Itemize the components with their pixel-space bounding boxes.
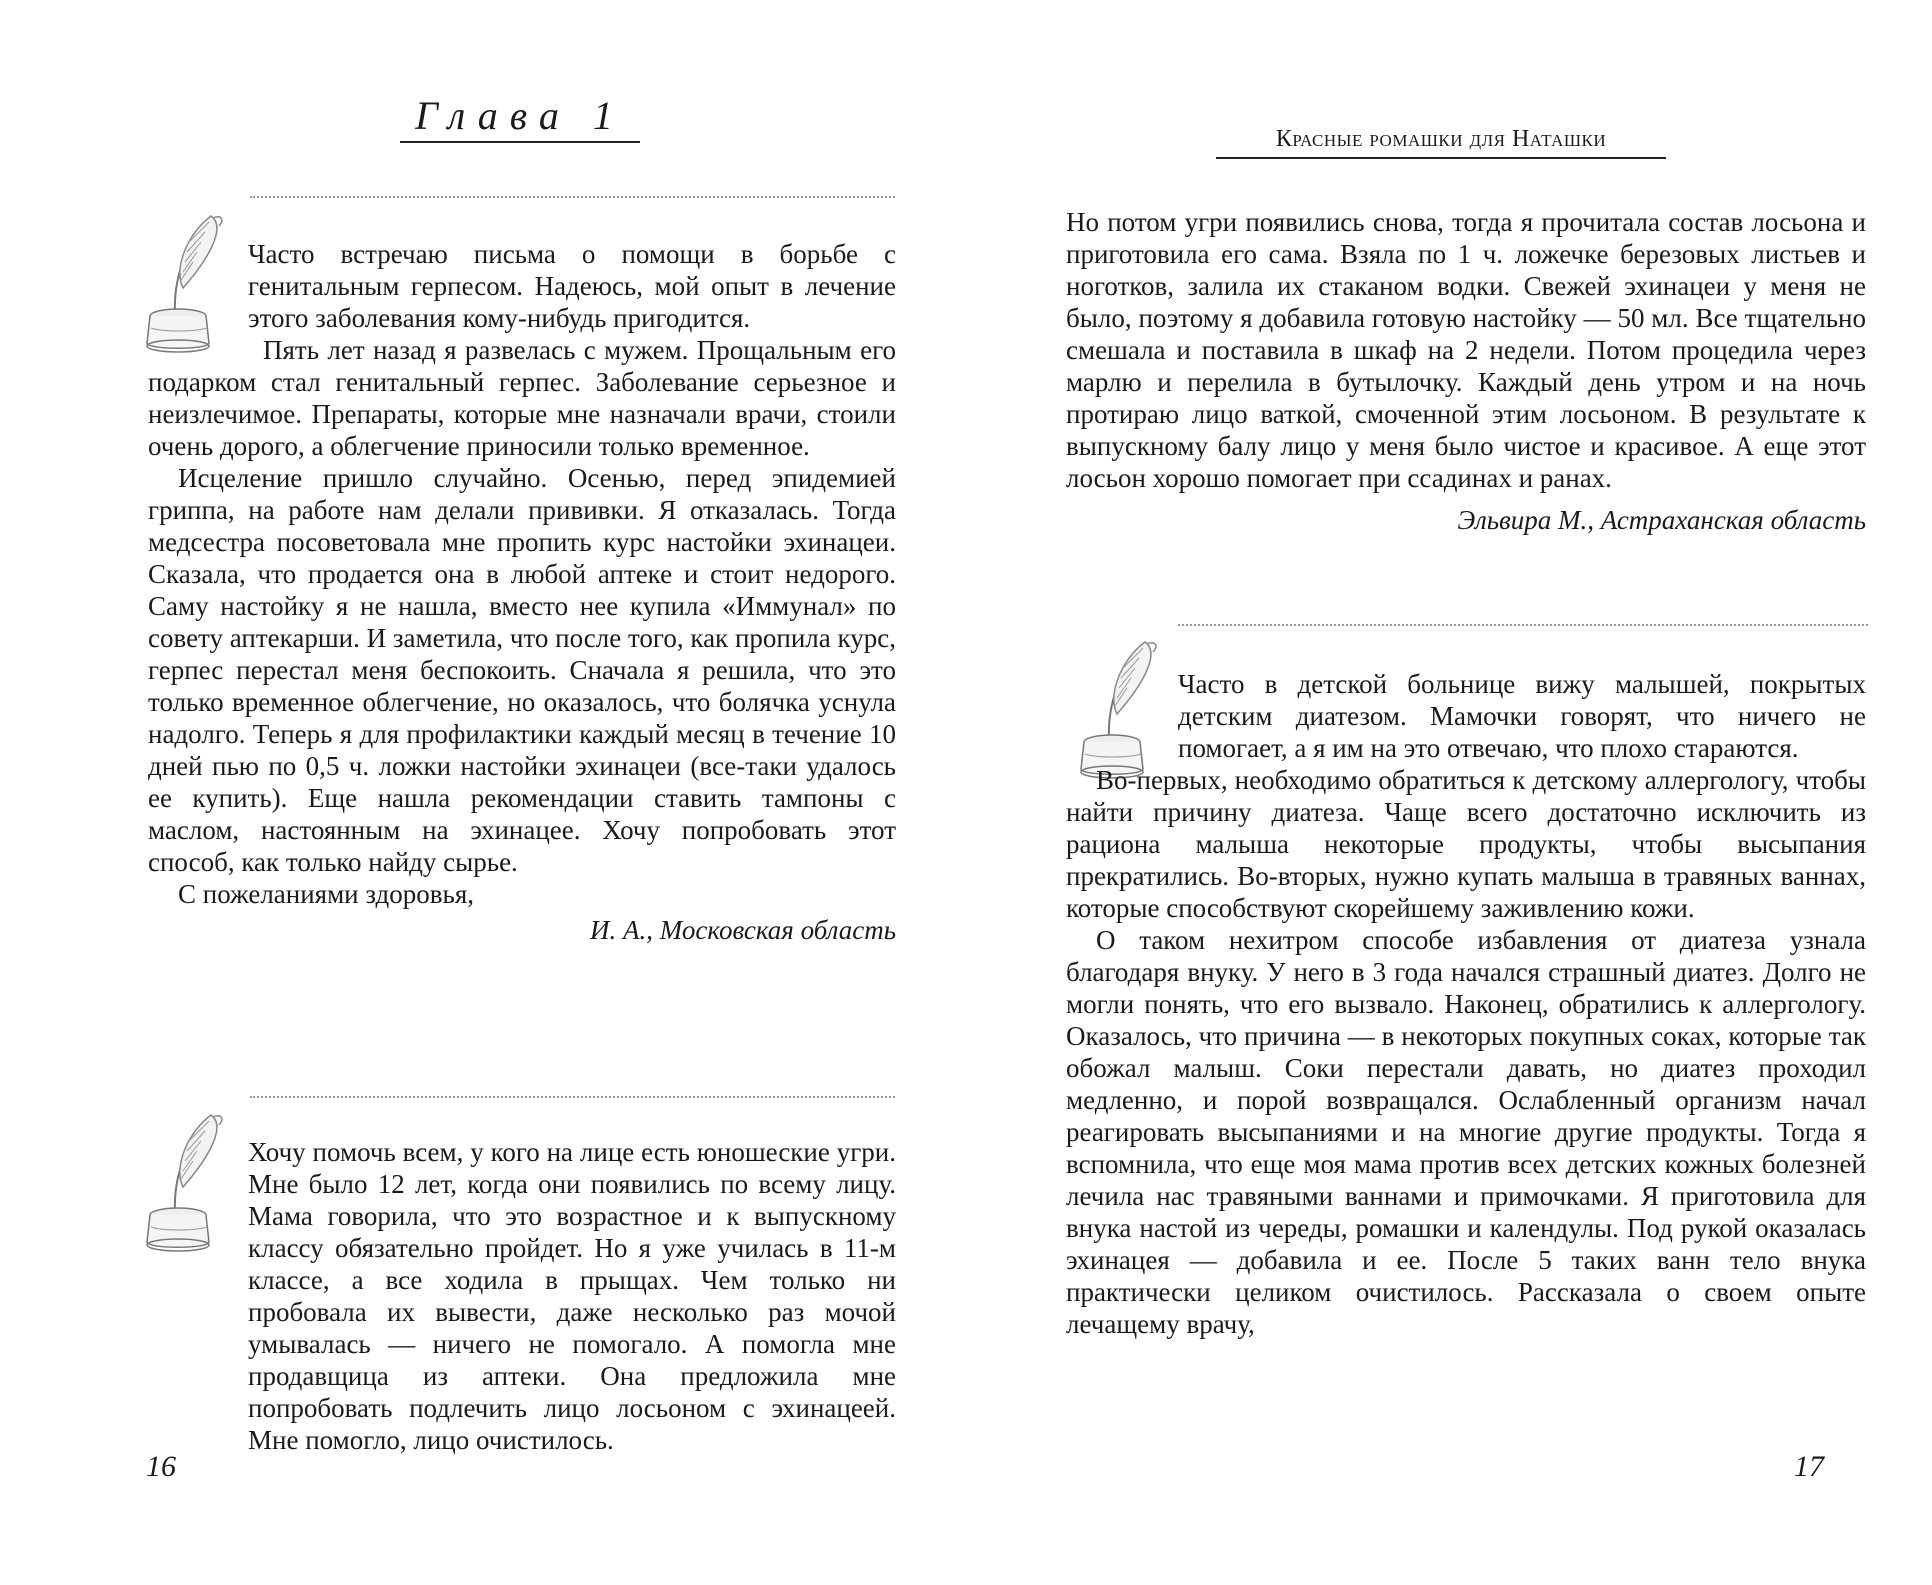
letter-1-paragraph: Пять лет назад я развелась с мужем. Прощальным его подарком стал генитальный герпес. Заболевание серьезное и неизлечимое. Препараты, которые мне назначали врачи, стоили очень дорого, а облегчение приносили только временное. [148, 335, 896, 461]
page-number-left: 16 [146, 1450, 176, 1483]
letter-2 [148, 1136, 896, 1456]
letter-3-paragraph: Во-первых, необходимо обратиться к детскому аллергологу, чтобы найти причину диатеза. Чаще всего достаточно исключить из рациона малыша некоторые продукты, чтобы высыпания прекратились. Во-вторых, нужно купать малыша в травяных ваннах, которые способствуют скорейшему заживлению кожи. [1066, 765, 1866, 923]
letter-1-paragraph: Исцеление пришло случайно. Осенью, перед эпидемией гриппа, на работе нам делали прививки. Я отказалась. Тогда медсестра посоветовала мне пропить курс настойки эхинацеи. Сказала, что продается она в любой аптеке и стоит недорого. Саму настойку я не нашла, вместо нее купила «Иммунал» по совету аптекарши. И заметила, что после того, как пропила курс, герпес перестал меня беспокоить. Сначала я решила, что это только временное облегчение, но оказалось, что болячка уснула надолго. Теперь я для профилактики каждый месяц в течение 10 дней пью по 0,5 ч. ложки настойки эхинацеи (все-таки удалось ее купить). Еще нашла рекомендации ставить тампоны с маслом, настоянным на эхинацее. Хочу попробовать этот способ, как только найду сырье. [148, 463, 896, 877]
letter-3-paragraph: О таком нехитром способе избавления от диатеза узнала благодаря внуку. У него в 3 года начался страшный диатез. Долго не могли понять, что его вызвало. Наконец, обратились к аллергологу. Оказалось, что причина — в некоторых покупных соках, которые так обожал малыш. Соки перестали давать, но диатез проходил медленно, и порой возвращался. Ослабленный организм начал реагировать высыпаниями и на многие другие продукты. Тогда я вспомнила, что еще моя мама против всех детских кожных болезней лечила нас травяными ваннами и примочками. Я приготовила для внука настой из череды, ромашки и календулы. Под рукой оказалась эхинацея — добавила и ее. После 5 таких ванн тело внука практически целиком очистилось. Рассказала о своем опыте лечащему врачу, [1066, 925, 1866, 1339]
letter-3 [1066, 668, 1866, 1340]
letter-2-continuation [1066, 206, 1866, 536]
section-divider [250, 1096, 895, 1098]
section-divider [250, 196, 895, 198]
letter-3-paragraph: Часто в детской больнице вижу малышей, покрытых детским диатезом. Мамочки говорят, что ничего не помогает, а я им на это отвечаю, что плохо стараются. [1178, 669, 1866, 763]
page-number-right: 17 [1794, 1450, 1824, 1483]
right-page [966, 0, 1932, 1585]
letter-1-paragraph: С пожеланиями здоровья, [178, 879, 475, 909]
letter-1-signature: И. А., Московская область [590, 915, 896, 945]
section-divider [1178, 624, 1868, 626]
chapter-running-head: Глава 1 [400, 92, 640, 143]
letter-2-signature: Эльвира М., Астраханская область [1457, 505, 1866, 535]
letter-2-paragraph: Хочу помочь всем, у кого на лице есть юношеские угри. Мне было 12 лет, когда они появились по всему лицу. Мама говорила, что это возрастное и к выпускному классу обязательно пройдет. Но я уже училась в 11-м классе, а все ходила в прыщах. Чем только ни пробовала их вывести, даже несколько раз мочой умывалась — ничего не помогало. А помогла мне продавщица из аптеки. Она предложила мне попробовать подлечить лицо лосьоном с эхинацеей. Мне помогло, лицо очистилось. [248, 1137, 896, 1455]
letter-2-paragraph: Но потом угри появились снова, тогда я прочитала состав лосьона и приготовила его сама. Взяла по 1 ч. ложечке березовых листьев и ноготков, залила их стаканом водки. Свежей эхинацеи у меня не было, поэтому я добавила готовую настойку — 50 мл. Все тщательно смешала и поставила в шкаф на 2 недели. Потом процедила через марлю и перелила в бутылочку. Каждый день утром и на ночь протираю лицо ваткой, смоченной этим лосьоном. В результате к выпускному балу лицо у меня было чистое и красивое. А еще этот лосьон хорошо помогает при ссадинах и ранах. [1066, 207, 1866, 493]
letter-1-paragraph: Часто встречаю письма о помощи в борьбе с генитальным герпесом. Надеюсь, мой опыт в лечение этого заболевания кому-нибудь пригодится. [248, 239, 896, 333]
letter-1 [148, 238, 896, 946]
book-title-running-head: Красные ромашки для Наташки [1216, 126, 1666, 159]
